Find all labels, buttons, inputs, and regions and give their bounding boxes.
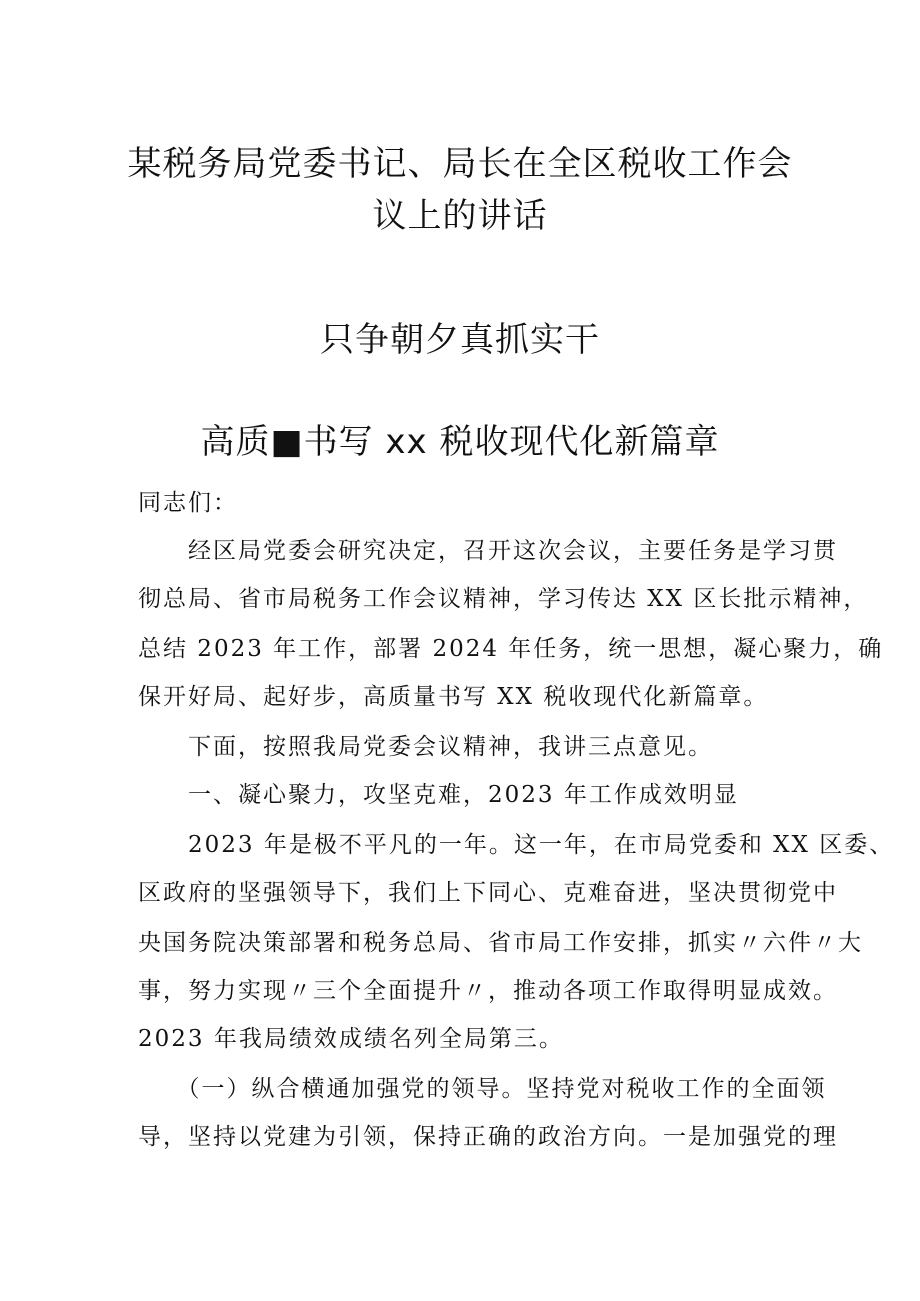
body-line: 事，努力实现〃三个全面提升〃，推动各项工作取得明显成效。 <box>138 978 838 1004</box>
document-title-line-1: 某税务局党委书记、局长在全区税收工作会 <box>127 144 793 184</box>
body-line: 区政府的坚强领导下，我们上下同心、克难奋进，坚决贯彻党中 <box>138 880 838 906</box>
body-line: 彻总局、省市局税务工作会议精神，学习传达 XX 区长批示精神， <box>138 586 869 612</box>
document-subtitle-line-1: 只争朝夕真抓实干 <box>320 320 600 360</box>
body-line: 保开好局、起好步，高质量书写 XX 税收现代化新篇章。 <box>138 684 769 710</box>
body-line: 央国务院决策部署和税务总局、省市局工作安排，抓实〃六件〃大 <box>138 930 863 956</box>
body-line: 总结 2023 年工作，部署 2024 年任务，统一思想，凝心聚力，确 <box>138 636 884 662</box>
body-line: 2023 年我局绩效成绩名列全局第三。 <box>138 1026 564 1052</box>
body-line: 经区局党委会研究决定，召开这次会议，主要任务是学习贯 <box>138 538 838 564</box>
document-subtitle-line-2: 高质■书写 xx 税收现代化新篇章 <box>200 422 720 462</box>
salutation: 同志们： <box>138 490 238 516</box>
subsection-heading: （一）纵合横通加强党的领导。坚持党对税收工作的全面领 <box>138 1076 827 1102</box>
body-line: 2023 年是极不平凡的一年。这一年，在市局党委和 XX 区委、 <box>138 832 895 858</box>
document-title-line-2: 议上的讲话 <box>372 196 548 236</box>
body-line: 导，坚持以党建为引领，保持正确的政治方向。一是加强党的理 <box>138 1124 838 1150</box>
section-heading: 一、凝心聚力，攻坚克难，2023 年工作成效明显 <box>138 782 739 808</box>
body-line: 下面，按照我局党委会议精神，我讲三点意见。 <box>138 734 713 760</box>
